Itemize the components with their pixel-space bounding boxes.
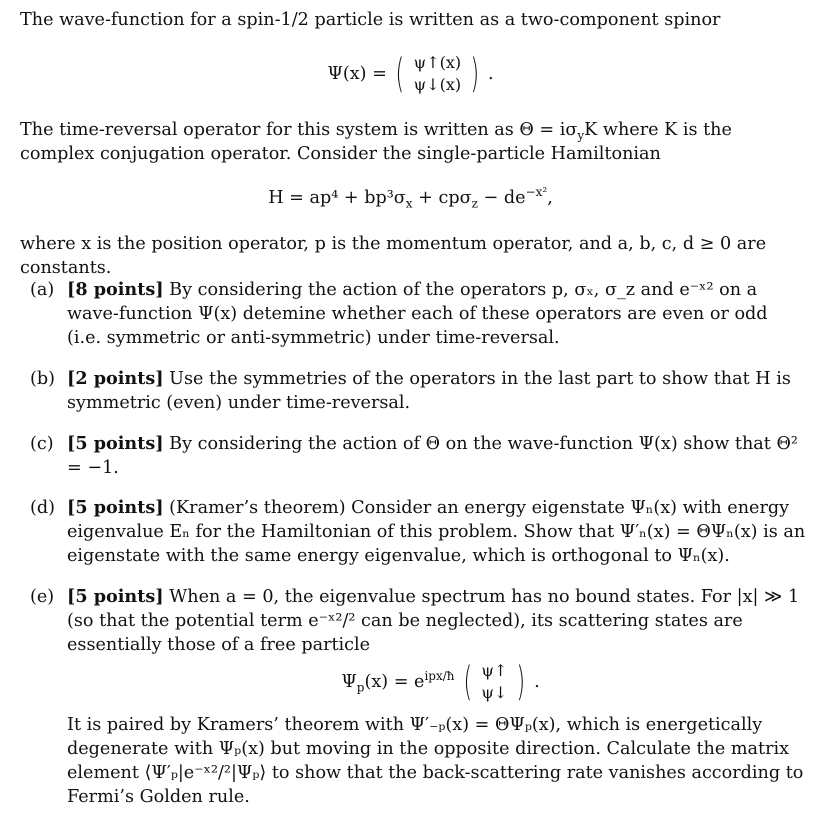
hamiltonian-equation [0, 186, 821, 210]
fp-bottom: ψ↓ [481, 683, 508, 702]
part-points: [5 points] [67, 497, 164, 518]
part-points: [5 points] [67, 586, 164, 607]
part-points: [5 points] [67, 433, 164, 454]
spinor-end: . [487, 64, 494, 84]
tr-text-1: The time-reversal operator for this system is written as Θ = iσ [20, 120, 578, 140]
part-e [30, 585, 806, 657]
fp-sub: p [356, 680, 365, 695]
part-b [30, 367, 806, 415]
part-label: (e) [30, 587, 55, 607]
spinor-lhs: Ψ(x) = [327, 64, 387, 84]
intro-line: The wave-function for a spin-1/2 particle is written as a two-component spinor [20, 10, 721, 30]
part-d [30, 496, 806, 568]
free-particle-equation: $\Psi_p(x) = e^{ipx/ħ}$ ( ψ↑ ψ↓ ) . [341, 659, 540, 705]
tr-sub: y [577, 128, 585, 143]
part-a [30, 278, 806, 350]
part-text: Use the symmetries of the operators in the last part to show that H is symmetric (even) under time-reversal. [67, 369, 791, 413]
spinor-bottom: ψ↓(x) [413, 75, 462, 94]
spinor-top: ψ↑(x) [413, 53, 462, 72]
ham-part-3: − de [477, 188, 526, 208]
part-text: By considering the action of Θ on the wave-function Ψ(x) show that Θ² = −1. [67, 434, 798, 478]
ham-sub-x: x [405, 196, 413, 211]
time-reversal-text [20, 118, 806, 166]
where-line: where x is the position operator, p is the momentum operator, and a, b, c, d ≥ 0 are constants. [20, 234, 767, 278]
ham-comma: , [547, 188, 553, 208]
part-points: [8 points] [67, 279, 164, 300]
part-points: [2 points] [67, 368, 164, 389]
part-label: (b) [30, 369, 55, 389]
part-label: (a) [30, 280, 55, 300]
part-label: (c) [30, 434, 54, 454]
ham-part-1: H = ap⁴ + bp³σ [268, 188, 406, 208]
ham-sub-z: z [471, 196, 478, 211]
part-label: (d) [30, 498, 55, 518]
fp-top: ψ↑ [481, 661, 508, 680]
part-text: By considering the action of the operators p, σₓ, σ_z and e⁻ˣ² on a wave-function Ψ(x) detemine whether each of these operators are even or odd (i.e. symmetric or anti-symmetric) under time-reversal. [67, 280, 768, 348]
fp-mid: (x) = e [364, 672, 425, 692]
closing-paragraph: It is paired by Kramers’ theorem with Ψ′₋ₚ(x) = ΘΨₚ(x), which is energetically degenerate with Ψₚ(x) but moving in the opposite direction. Calculate the matrix element ⟨Ψ′ₚ|e⁻ˣ²/²|Ψₚ⟩ to show that the back-scattering rate vanishes according to Fermi’s Golden rule. [67, 715, 804, 807]
fp-lhs: Ψ [341, 672, 357, 692]
spinor-components [414, 52, 461, 96]
spinor-equation: Ψ(x) = ( ψ↑(x) ψ↓(x) ) . [327, 51, 494, 97]
tr-text-2: K where K is the complex conjugation operator. Consider the single-particle Hamiltonian [20, 120, 732, 164]
fp-exp: ipx/ħ [424, 669, 455, 684]
part-c [30, 432, 806, 480]
ham-exp: −x² [525, 185, 548, 200]
part-text: (Kramer’s theorem) Consider an energy eigenstate Ψₙ(x) with energy eigenvalue Eₙ for the Hamiltonian of this problem. Show that Ψ′ₙ(x) = ΘΨₙ(x) is an eigenstate with the same energy eigenvalue, which is orthogonal to Ψₙ(x). [67, 498, 806, 566]
fp-end: . [534, 672, 540, 692]
part-text: When a = 0, the eigenvalue spectrum has no bound states. For |x| ≫ 1 (so that the potential term e⁻ˣ²/² can be neglected), its scattering states are essentially those of a free particle [67, 587, 800, 655]
ham-part-2: + cpσ [412, 188, 472, 208]
fp-spinor [481, 660, 507, 704]
